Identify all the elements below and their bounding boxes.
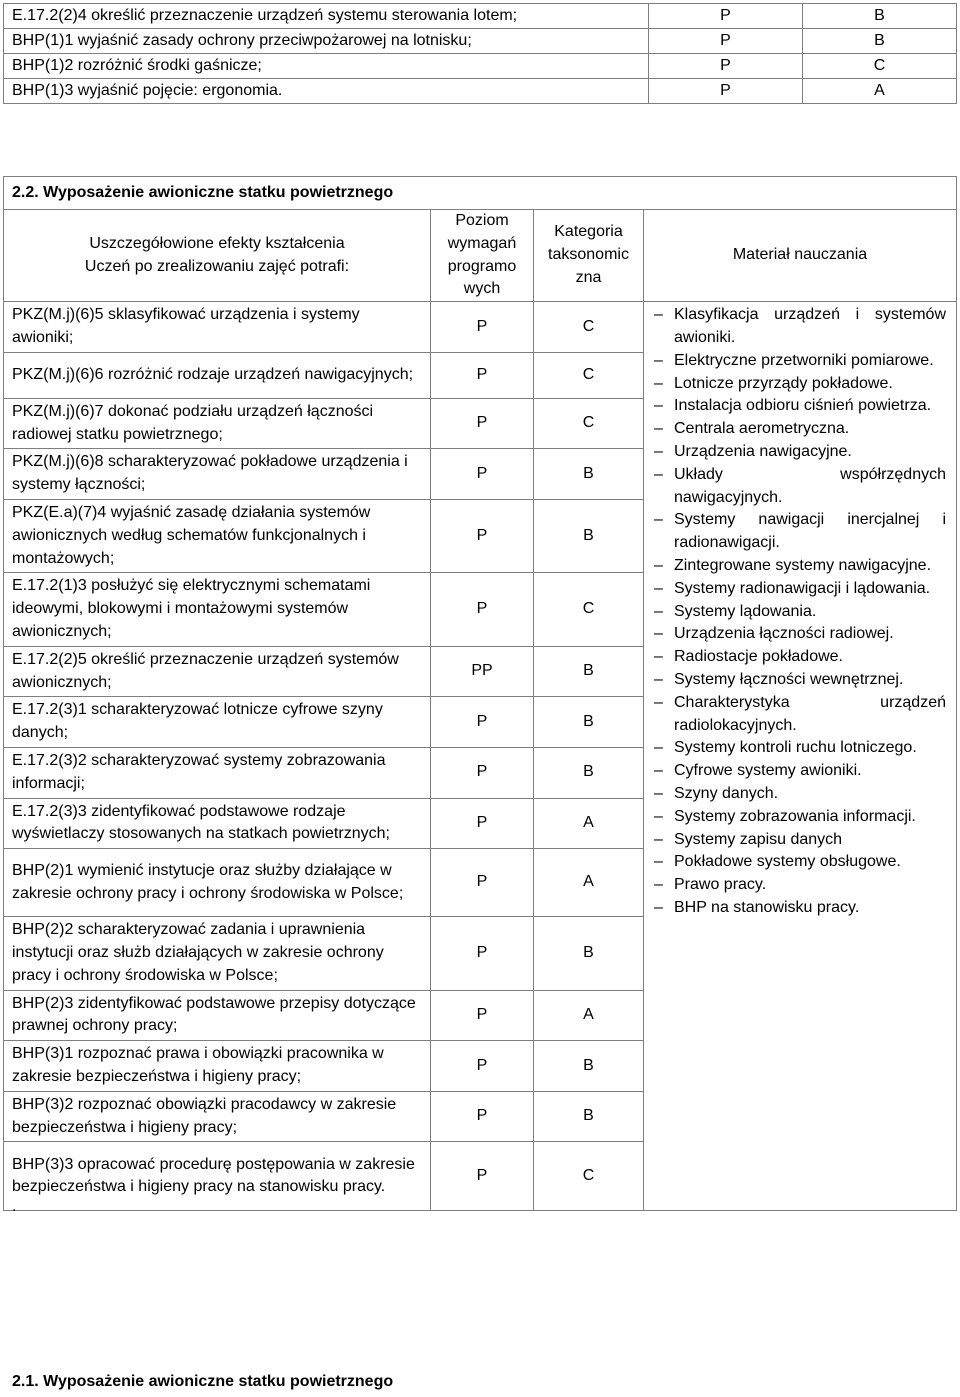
material-item: – Szyny danych.	[654, 783, 946, 806]
table-row	[4, 54, 957, 79]
header-material: Materiał nauczania	[644, 210, 957, 302]
outcome-cell: BHP(2)3 zidentyfikować podstawowe przepisy dotyczące prawnej ochrony pracy;	[4, 990, 431, 1041]
category-cell: B	[534, 697, 644, 748]
header-outcomes	[4, 210, 431, 302]
outcome-cell: E.17.2(3)3 zidentyfikować podstawowe rodzaje wyświetlaczy stosowanych na statkach powietrznych;	[4, 798, 431, 849]
footer-section-heading: 2.1. Wyposażenie awioniczne statku powietrznego	[12, 1373, 394, 1390]
category-cell: A	[534, 849, 644, 917]
outcome-cell: BHP(3)1 rozpoznać prawa i obowiązki pracownika w zakresie bezpieczeństwa i higieny pracy;	[4, 1041, 431, 1092]
level-cell: P	[431, 1091, 534, 1142]
level-cell: P	[649, 79, 803, 104]
level-cell: P	[649, 29, 803, 54]
material-item: – Systemy nawigacji inercjalnej i radionawigacji.	[654, 509, 946, 555]
outcome-cell: BHP(3)3 opracować procedurę postępowania w zakresie bezpieczeństwa i higieny pracy na stanowisku pracy.	[4, 1142, 431, 1211]
continuation-table	[3, 3, 957, 104]
material-item: – Systemy zobrazowania informacji.	[654, 806, 946, 829]
header-level: Poziom wymagań programo wych	[431, 210, 534, 302]
level-cell: P	[431, 1041, 534, 1092]
table-row	[4, 4, 957, 29]
outcome-cell: BHP(1)1 wyjaśnić zasady ochrony przeciwpożarowej na lotnisku;	[4, 29, 649, 54]
material-item: – Układy współrzędnych nawigacyjnych.	[654, 464, 946, 510]
material-item: – Radiostacje pokładowe.	[654, 646, 946, 669]
material-item: – Urządzenia łączności radiowej.	[654, 623, 946, 646]
outcome-cell: BHP(2)1 wymienić instytucje oraz służby działające w zakresie ochrony pracy i ochrony środowiska w Polsce;	[4, 849, 431, 917]
category-cell: C	[534, 1142, 644, 1211]
level-cell: P	[649, 4, 803, 29]
level-cell: P	[431, 449, 534, 500]
material-item: – Pokładowe systemy obsługowe.	[654, 851, 946, 874]
table-row	[4, 29, 957, 54]
header-outcomes-line2: Uczeń po zrealizowaniu zajęć potrafi:	[84, 257, 350, 275]
outcome-cell: E.17.2(3)2 scharakteryzować systemy zobrazowania informacji;	[4, 747, 431, 798]
outcome-cell: BHP(2)2 scharakteryzować zadania i uprawnienia instytucji oraz służb działających w zakresie ochrony pracy i ochrony środowiska w Polsce;	[4, 917, 431, 990]
category-cell: B	[534, 747, 644, 798]
category-cell: B	[803, 29, 957, 54]
material-item: – Instalacja odbioru ciśnień powietrza.	[654, 395, 946, 418]
level-cell: P	[431, 573, 534, 646]
material-list	[654, 304, 946, 920]
category-cell: A	[803, 79, 957, 104]
category-cell: B	[534, 917, 644, 990]
table-row	[4, 79, 957, 104]
category-cell: B	[534, 499, 644, 572]
section-table	[3, 176, 957, 1211]
material-cell	[644, 302, 957, 1211]
category-cell: A	[534, 798, 644, 849]
level-cell: P	[431, 302, 534, 353]
category-cell: A	[534, 990, 644, 1041]
material-item: – Klasyfikacja urządzeń i systemów awioniki.	[654, 304, 946, 350]
outcome-cell: PKZ(M.j)(6)7 dokonać podziału urządzeń łączności radiowej statku powietrznego;	[4, 398, 431, 449]
level-cell: P	[431, 697, 534, 748]
category-cell: B	[534, 449, 644, 500]
outcome-cell: PKZ(M.j)(6)6 rozróżnić rodzaje urządzeń nawigacyjnych;	[4, 352, 431, 398]
material-item: – Systemy łączności wewnętrznej.	[654, 669, 946, 692]
material-item: – Systemy lądowania.	[654, 601, 946, 624]
level-cell: P	[431, 747, 534, 798]
outcome-cell: E.17.2(3)1 scharakteryzować lotnicze cyfrowe szyny danych;	[4, 697, 431, 748]
level-cell: P	[431, 798, 534, 849]
level-cell: P	[431, 917, 534, 990]
material-item: – Lotnicze przyrządy pokładowe.	[654, 373, 946, 396]
category-cell: B	[534, 1091, 644, 1142]
outcome-cell: PKZ(M.j)(6)8 scharakteryzować pokładowe urządzenia i systemy łączności;	[4, 449, 431, 500]
material-item: – Centrala aerometryczna.	[654, 418, 946, 441]
level-cell: P	[431, 352, 534, 398]
category-cell: B	[803, 4, 957, 29]
outcome-cell: BHP(3)2 rozpoznać obowiązki pracodawcy w zakresie bezpieczeństwa i higieny pracy;	[4, 1091, 431, 1142]
level-cell: P	[431, 1142, 534, 1211]
material-item: – Zintegrowane systemy nawigacyjne.	[654, 555, 946, 578]
category-cell: C	[803, 54, 957, 79]
category-cell: C	[534, 573, 644, 646]
level-cell: P	[431, 499, 534, 572]
material-item: – Charakterystyka urządzeń radiolokacyjnych.	[654, 692, 946, 738]
category-cell: C	[534, 352, 644, 398]
level-cell: P	[649, 54, 803, 79]
material-item: – Prawo pracy.	[654, 874, 946, 897]
material-item: – Urządzenia nawigacyjne.	[654, 441, 946, 464]
material-item: – Elektryczne przetworniki pomiarowe.	[654, 350, 946, 373]
level-cell: P	[431, 849, 534, 917]
header-category: Kategoria taksonomic zna	[534, 210, 644, 302]
material-item: – Systemy zapisu danych	[654, 829, 946, 852]
separator-dot: .	[12, 1198, 17, 1215]
outcome-cell: BHP(1)2 rozróżnić środki gaśnicze;	[4, 54, 649, 79]
material-item: – Systemy kontroli ruchu lotniczego.	[654, 737, 946, 760]
outcome-cell: PKZ(M.j)(6)5 sklasyfikować urządzenia i systemy awioniki;	[4, 302, 431, 353]
outcome-cell: E.17.2(2)5 określić przeznaczenie urządzeń systemów awionicznych;	[4, 646, 431, 697]
category-cell: B	[534, 646, 644, 697]
category-cell: C	[534, 302, 644, 353]
section-title: 2.2. Wyposażenie awioniczne statku powietrznego	[4, 177, 957, 210]
outcome-cell: BHP(1)3 wyjaśnić pojęcie: ergonomia.	[4, 79, 649, 104]
header-outcomes-line1: Uszczegółowione efekty kształcenia	[89, 234, 345, 252]
material-item: – BHP na stanowisku pracy.	[654, 897, 946, 920]
outcome-cell: E.17.2(1)3 posłużyć się elektrycznymi schematami ideowymi, blokowymi i montażowymi systemów awionicznych;	[4, 573, 431, 646]
table-row	[4, 302, 957, 353]
category-cell: B	[534, 1041, 644, 1092]
material-item: – Systemy radionawigacji i lądowania.	[654, 578, 946, 601]
material-item: – Cyfrowe systemy awioniki.	[654, 760, 946, 783]
category-cell: C	[534, 398, 644, 449]
level-cell: P	[431, 398, 534, 449]
level-cell: PP	[431, 646, 534, 697]
level-cell: P	[431, 990, 534, 1041]
outcome-cell: E.17.2(2)4 określić przeznaczenie urządzeń systemu sterowania lotem;	[4, 4, 649, 29]
outcome-cell: PKZ(E.a)(7)4 wyjaśnić zasadę działania systemów awionicznych według schematów funkcjonalnych i montażowych;	[4, 499, 431, 572]
